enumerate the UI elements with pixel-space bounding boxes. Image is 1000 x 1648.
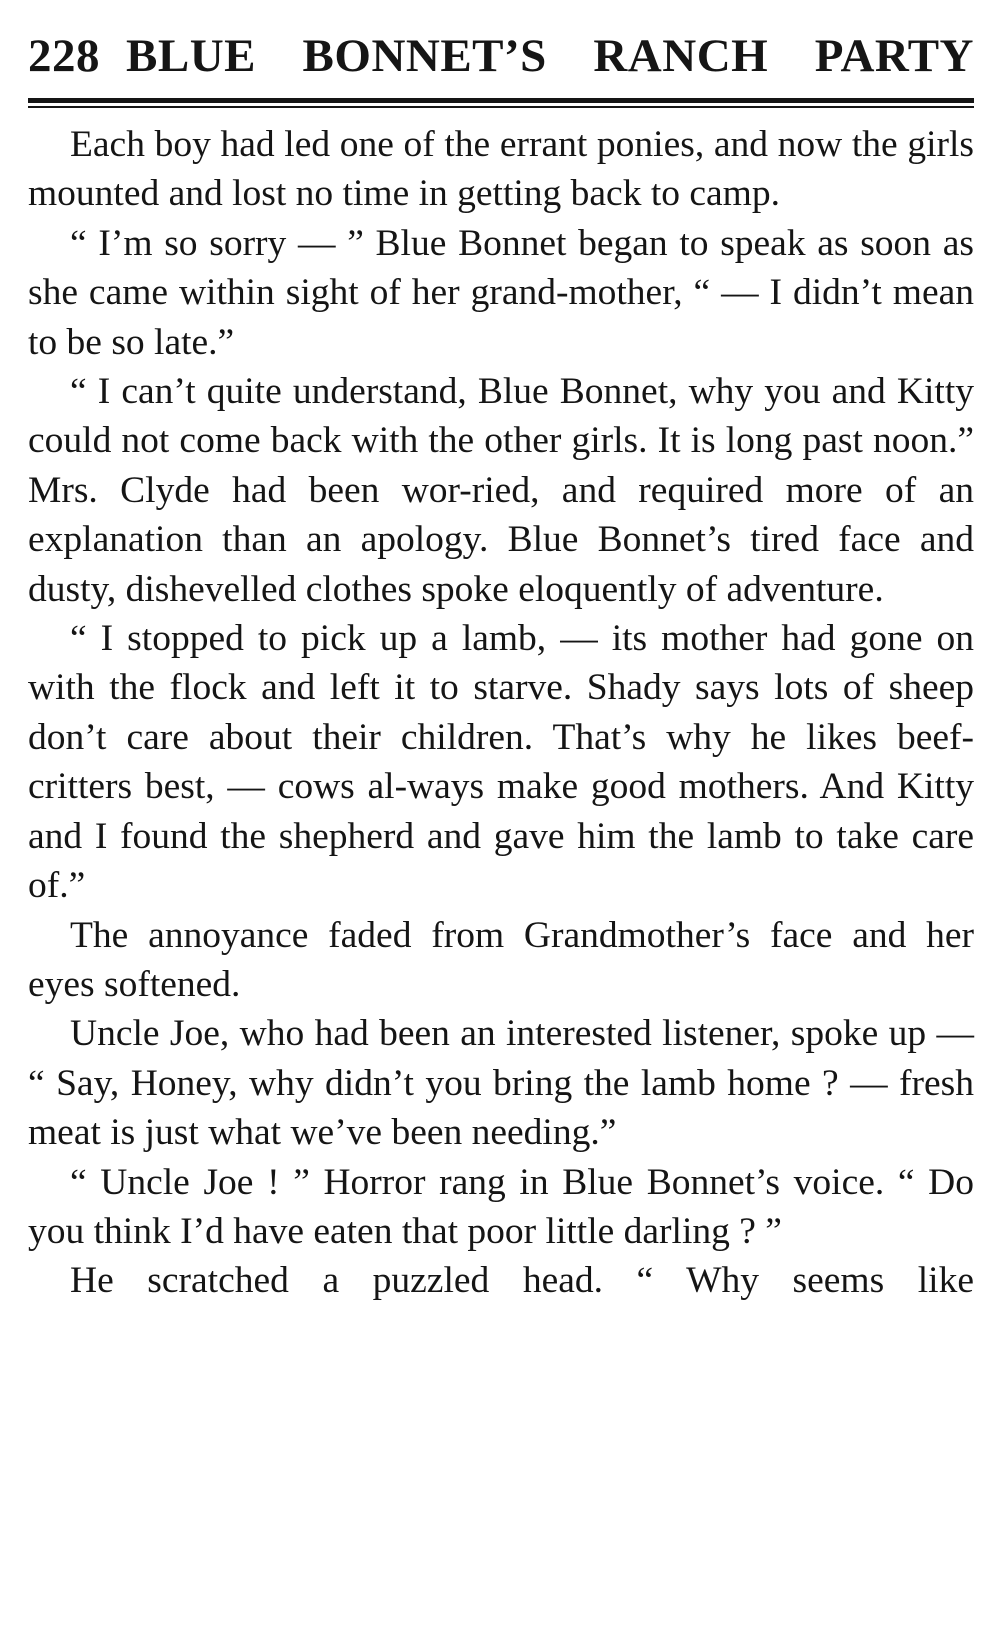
paragraph: “ Uncle Joe ! ” Horror rang in Blue Bonnet’s voice. “ Do you think I’d have eaten that poor little darling ? ” bbox=[28, 1161, 974, 1252]
paragraph: The annoyance faded from Grandmother’s face and her eyes softened. bbox=[28, 914, 974, 1005]
paragraph: “ I can’t quite understand, Blue Bonnet, why you and Kitty could not come back with the other girls. It is long past noon.” Mrs. Clyde had been wor-ried, and required more of an explanation than an apology. Blue Bonnet’s tired face and dusty, dishevelled clothes spoke eloquently of adventure. bbox=[28, 371, 974, 610]
header-rule-thick bbox=[28, 98, 974, 103]
header-rule-thin bbox=[28, 106, 974, 108]
paragraph: Each boy had led one of the errant ponies, and now the girls mounted and lost no time in getting back to camp. bbox=[28, 124, 974, 215]
body-text bbox=[28, 120, 974, 1306]
paragraph-continued: He scratched a puzzled head. “ Why seems like bbox=[70, 1260, 974, 1302]
paragraph: “ I stopped to pick up a lamb, — its mother had gone on with the flock and left it to starve. Shady says lots of sheep don’t care about their children. That’s why he likes beef-critters best, — cows al-ways make good mothers. And Kitty and I found the shepherd and gave him the lamb to take care of.” bbox=[28, 618, 974, 907]
paragraph: “ I’m so sorry — ” Blue Bonnet began to speak as soon as she came within sight of her grand-mother, “ — I didn’t mean to be so late.” bbox=[28, 222, 974, 363]
book-page bbox=[28, 28, 974, 1306]
running-head bbox=[28, 28, 974, 84]
page-number: 228 bbox=[28, 30, 100, 82]
running-title: BLUE BONNET’S RANCH PARTY bbox=[126, 30, 974, 82]
paragraph: Uncle Joe, who had been an interested listener, spoke up — “ Say, Honey, why didn’t you bring the lamb home ? — fresh meat is just what we’ve been needing.” bbox=[28, 1013, 974, 1154]
